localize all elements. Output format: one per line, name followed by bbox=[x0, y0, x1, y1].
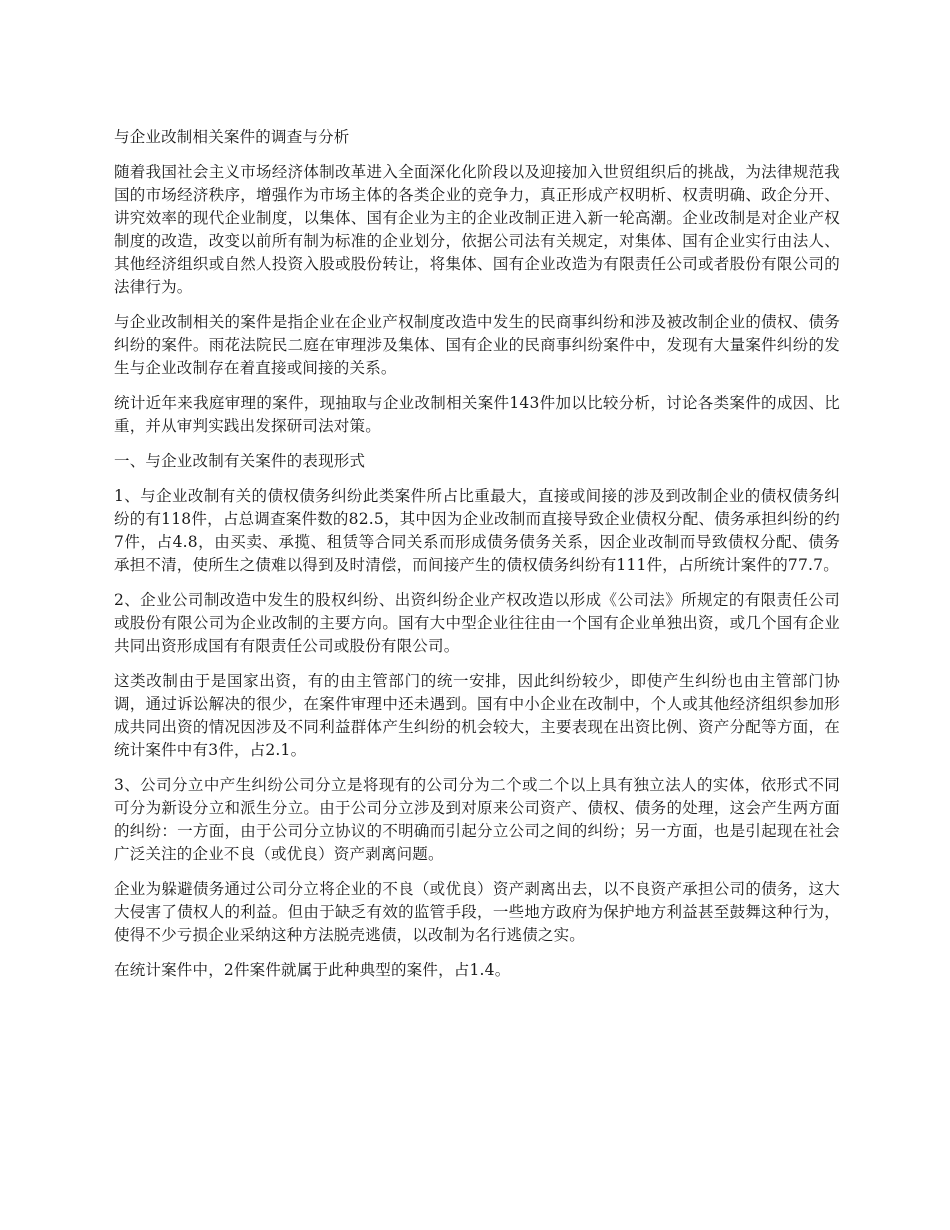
paragraph: 在统计案件中，2件案件就属于此种典型的案件，占1.4。 bbox=[114, 961, 511, 979]
paragraph: 3、公司分立中产生纠纷公司分立是将现有的公司分为二个或二个以上具有独立法人的实体，依形式不同可分为新设分立和派生分立。由于公司分立涉及到对原来公司资产、债权、债务的处理，这会产生两方面的纠纷：一方面，由于公司分立协议的不明确而引起分立公司之间的纠纷；另一方面，也是引起现在社会广泛关注的企业不良（或优良）资产剥离问题。 bbox=[114, 776, 840, 863]
paragraph: 1、与企业改制有关的债权债务纠纷此类案件所占比重最大，直接或间接的涉及到改制企业的债权债务纠纷的有118件，占总调查案件数的82.5，其中因为企业改制而直接导致企业债权分配、债务承担纠纷的约7件，占4.8，由买卖、承揽、租赁等合同关系而形成债务债务关系，因企业改制而导致债权分配、债务承担不清，使所生之债难以得到及时清偿，而间接产生的债权债务纠纷有111件，占所统计案件的77.7。 bbox=[114, 487, 840, 574]
document-page bbox=[114, 126, 840, 994]
paragraph: 与企业改制相关的案件是指企业在企业产权制度改造中发生的民商事纠纷和涉及被改制企业的债权、债务纠纷的案件。雨花法院民二庭在审理涉及集体、国有企业的民商事纠纷案件中，发现有大量案件纠纷的发生与企业改制存在着直接或间接的关系。 bbox=[114, 313, 840, 377]
paragraph: 这类改制由于是国家出资，有的由主管部门的统一安排，因此纠纷较少，即使产生纠纷也由主管部门协调，通过诉讼解决的很少，在案件审理中还未遇到。国有中小企业在改制中，个人或其他经济组织参加形成共同出资的情况因涉及不同利益群体产生纠纷的机会较大，主要表现在出资比例、资产分配等方面，在统计案件中有3件，占2.1。 bbox=[114, 672, 840, 759]
paragraph: 统计近年来我庭审理的案件，现抽取与企业改制相关案件143件加以比较分析，讨论各类案件的成因、比重，并从审判实践出发探研司法对策。 bbox=[114, 394, 840, 435]
paragraph: 随着我国社会主义市场经济体制改革进入全面深化化阶段以及迎接加入世贸组织后的挑战，为法律规范我国的市场经济秩序，增强作为市场主体的各类企业的竞争力，真正形成产权明析、权责明确、政企分开、讲究效率的现代企业制度，以集体、国有企业为主的企业改制正进入新一轮高潮。企业改制是对企业产权制度的改造，改变以前所有制为标准的企业划分，依据公司法有关规定，对集体、国有企业实行由法人、其他经济组织或自然人投资入股或股份转让，将集体、国有企业改造为有限责任公司或者股份有限公司的法律行为。 bbox=[114, 163, 840, 296]
document-title: 与企业改制相关案件的调查与分析 bbox=[114, 128, 350, 146]
paragraph: 企业为躲避债务通过公司分立将企业的不良（或优良）资产剥离出去，以不良资产承担公司的债务，这大大侵害了债权人的利益。但由于缺乏有效的监管手段，一些地方政府为保护地方利益甚至鼓舞这种行为，使得不少亏损企业采纳这种方法脱壳逃债，以改制为名行逃债之实。 bbox=[114, 880, 840, 944]
section-heading: 一、与企业改制有关案件的表现形式 bbox=[114, 452, 366, 470]
paragraph: 2、企业公司制改造中发生的股权纠纷、出资纠纷企业产权改造以形成《公司法》所规定的有限责任公司或股份有限公司为企业改制的主要方向。国有大中型企业往往由一个国有企业单独出资，或几个国有企业共同出资形成国有有限责任公司或股份有限公司。 bbox=[114, 591, 840, 655]
